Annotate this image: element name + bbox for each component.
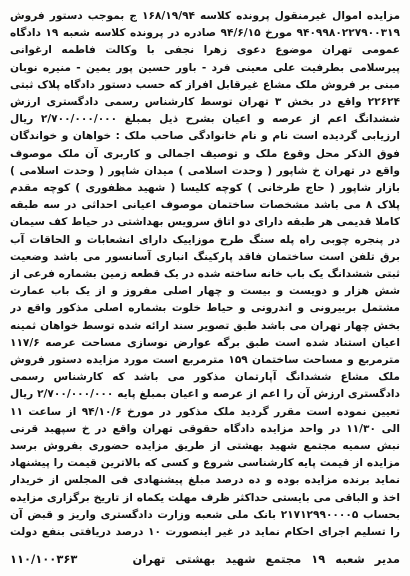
notice-signature: مدیر شعبه ۱۹ مجتمع شهید بهشتی تهران bbox=[132, 552, 400, 566]
notice-body-text: مزایده اموال غیرمنقول پرونده کلاسه ۱۶۸/۱۹/۹۴ ج بموجب دستور فروش ۹۴۰۹۹۸۰۲۲۷۹۰۰۳۱۹ مورخ ۹۴/۶/۱۵ صادره در پرونده کلاسه شعبه ۱۹ دادگاه عمومی تهران موضوع دعوی زهرا نجفی با وکالت فاطمه ارغوانی پیرسلامی بطرفیت علی معینی فرد - باور حسین پور یمین - منیره نوبان مبنی بر فروش ملک مشاع غیرقابل افراز که حسب دستور دادگاه پلاک ثبتی ۲۲۶۲۴ واقع در بخش ۳ تهران توسط کارشناس رسمی دادگستری ارزش ششدانگ اعم از عرصه و اعیان بشرح ذیل بمبلغ ۲/۷۰۰/۰۰۰/۰۰۰ ریال ارزیابی گردیده است نام و نام خانوادگی صاحب ملک : خواهان و خواندگان فوق الذکر محل وقوع ملک و توصیف اجمالی و کاربری آن ملک موصوف واقع در تهران خ شاپور ( وحدت اسلامی ) میدان شاپور ( وحدت اسلامی ) بازار شاپور ( حاج طرخانی ) کوچه کلیسا ( شهید مظفوری ) کوچه مقدم پلاک ۸ می باشد مشخصات ساختمان موصوف اعیانی احداثی در سه طبقه کاملا قدیمی هر طبقه دارای دو اتاق سرویس بهداشتی در حیاط کف سیمان در پنجره چوبی راه پله سنگ طرح موزاییک دارای انشعابات و الحاقات آب برق تلفن است ساختمان فاقد پارکینگ انباری آسانسور می باشد وضعیت ثبتی ششدانگ یک باب خانه ساخته شده در یک قطعه زمین بشماره فرعی از شش هزار و دویست و بیست و چهار اصلی مفروز و از یک باب عمارت مشتمل بربیرونی و اندرونی و حیاط خلوت بشماره اصلی مذکور واقع در بخش چهار تهران می باشد طبق تصویر سند ارائه شده توسط خواهان ثمینه اعیان استناد شده است طبق برگه عوارض نوسازی مساحت عرصه ۱۱۷/۶ مترمربع و مساحت ساختمان ۱۵۹ مترمربع است مورد مزایده دستور فروش ملک مشاع ششدانگ آپارتمان مذکور می باشد که کارشناس رسمی دادگستری ارزش آن را اعم از عرصه و اعیان بمبلغ پایه ۲/۷۰۰/۰۰۰/۰۰۰ ریال تعیین نموده است مقرر گردید ملک مذکور در مورخ ۹۴/۱۰/۶ از ساعت ۱۱ الی ۱۱/۳۰ در واحد مزایده دادگاه حقوقی تهران واقع در خ سپهبد قرنی نبش سمیه مجتمع شهید بهشتی از طریق مزایده حضوری بفروش برسد مزایده از قیمت پایه کارشناسی شروع و کسی که بالاترین قیمت را پیشنهاد نماید برنده مزایده بوده و ده درصد مبلغ پیشنهادی فی المجلس از خریدار اخذ و الباقی می بایستی حداکثر ظرف مهلت یکماه از تاریخ برگزاری مزایده بحساب ۲۱۷۱۲۹۹۰۰۰۰۵ بانک ملی شعبه وزارت دادگستری واریز و قبض آن را تسلیم اجرای احکام نماید در غیر اینصورت ۱۰ درصد دریافتی بنفع دولت bbox=[10, 10, 400, 539]
notice-footer bbox=[10, 548, 400, 570]
notice-reference-number: ۱۱۰/۱۰۰۳۶۳ bbox=[10, 552, 78, 566]
